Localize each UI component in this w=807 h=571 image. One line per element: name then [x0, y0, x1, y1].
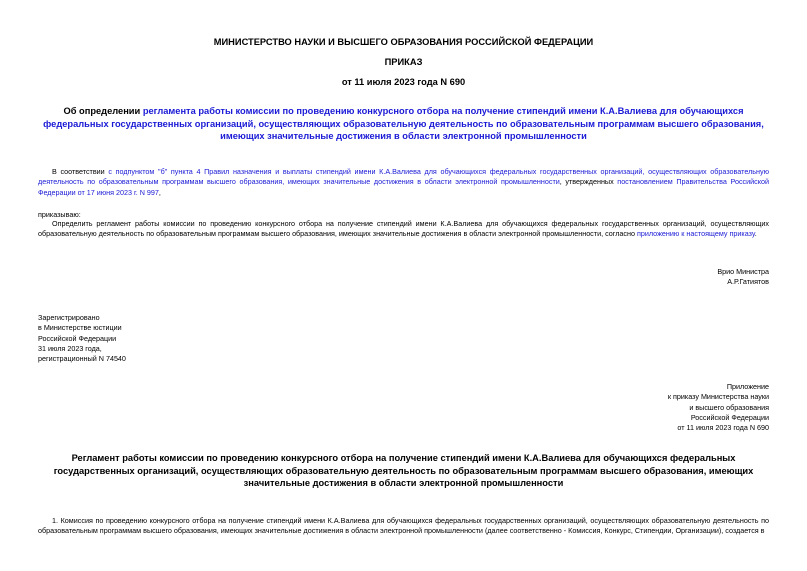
registration-line: 31 июля 2023 года, [38, 343, 102, 353]
document-date-number: от 11 июля 2023 года N 690 [341, 77, 466, 87]
order-word: приказываю: [38, 210, 81, 219]
preamble-text-2: , утвержденных [559, 177, 618, 187]
order-paragraph [38, 219, 769, 240]
preamble-text-1: В соответствии [52, 167, 109, 176]
registration-line: Российской Федерации [38, 333, 117, 343]
preamble-link-rules[interactable]: с подпунктом "б" пункта 4 Правил назначения и выплаты стипендий имени К.А.Валиева для обучающихся федеральных государственных организаций, осуществляющих образовательную деятельность по образовательным программам высшего образования, имеющих значительные достижения в области электронной промышленности [38, 167, 769, 187]
registration-line: в Министерстве юстиции [38, 323, 122, 333]
ministry-heading: МИНИСТЕРСТВО НАУКИ И ВЫСШЕГО ОБРАЗОВАНИЯ РОССИЙСКОЙ ФЕДЕРАЦИИ [213, 37, 594, 47]
signer-position: Врио Министра [717, 267, 769, 276]
appendix-line: от 11 июля 2023 года N 690 [677, 423, 769, 433]
regulation-title: Регламент работы комиссии по проведению конкурсного отбора на получение стипендий имени К.А.Валиева для обучающихся федеральных государственных организаций, осуществляющих образовательную деятельность по образовательным программам высшего образования, имеющих значительные достижения в области электронной промышленности [53, 453, 754, 488]
signer-name: А.Р.Гатиятов [727, 277, 769, 287]
registration-block [38, 313, 126, 364]
appendix-block [668, 382, 769, 433]
appendix-line: Российской Федерации [690, 412, 769, 422]
clause-1-paragraph: 1. Комиссия по проведению конкурсного отбора на получение стипендий имени К.А.Валиева для обучающихся федеральных государственных организаций, осуществляющих образовательную деятельность по образовательным программам высшего образования, имеющих значительные достижения в области электронной промышленности (далее соответственно - Комиссия, Конкурс, Стипендии, Организации), создается в [38, 516, 769, 536]
preamble-link-resolution[interactable]: постановлением Правительства Российской Федерации от 17 июня 2023 г. N 997 [38, 177, 769, 197]
registration-line: Зарегистрировано [38, 313, 100, 322]
appendix-line: Приложение [726, 382, 769, 391]
preamble-paragraph [38, 167, 769, 198]
order-title [34, 105, 773, 143]
appendix-line: к приказу Министерства науки [667, 392, 769, 402]
appendix-line: и высшего образования [689, 402, 769, 412]
preamble-text-3: , [158, 187, 161, 197]
document-type: ПРИКАЗ [384, 57, 423, 67]
signer-block [717, 267, 769, 288]
registration-line: регистрационный N 74540 [38, 354, 126, 364]
order-end: . [754, 229, 757, 239]
order-title-link[interactable]: регламента работы комиссии по проведению конкурсного отбора на получение стипендий имени К.А.Валиева для обучающихся федеральных государственных организаций, осуществляющих образовательную деятельность по образовательным программам высшего образования, имеющих значительные достижения в области электронной промышленности [43, 106, 764, 141]
order-appendix-link[interactable]: приложению к настоящему приказу [636, 229, 755, 239]
order-text: Определить регламент работы комиссии по проведению конкурсного отбора на получение стипендий имени К.А.Валиева для обучающихся федеральных государственных организаций, осуществляющих образовательную деятельность по образовательным программам высшего образования, имеющих значительные достижения в области электронной промышленности, согласно [38, 219, 769, 239]
order-title-prefix: Об определении [63, 106, 143, 116]
